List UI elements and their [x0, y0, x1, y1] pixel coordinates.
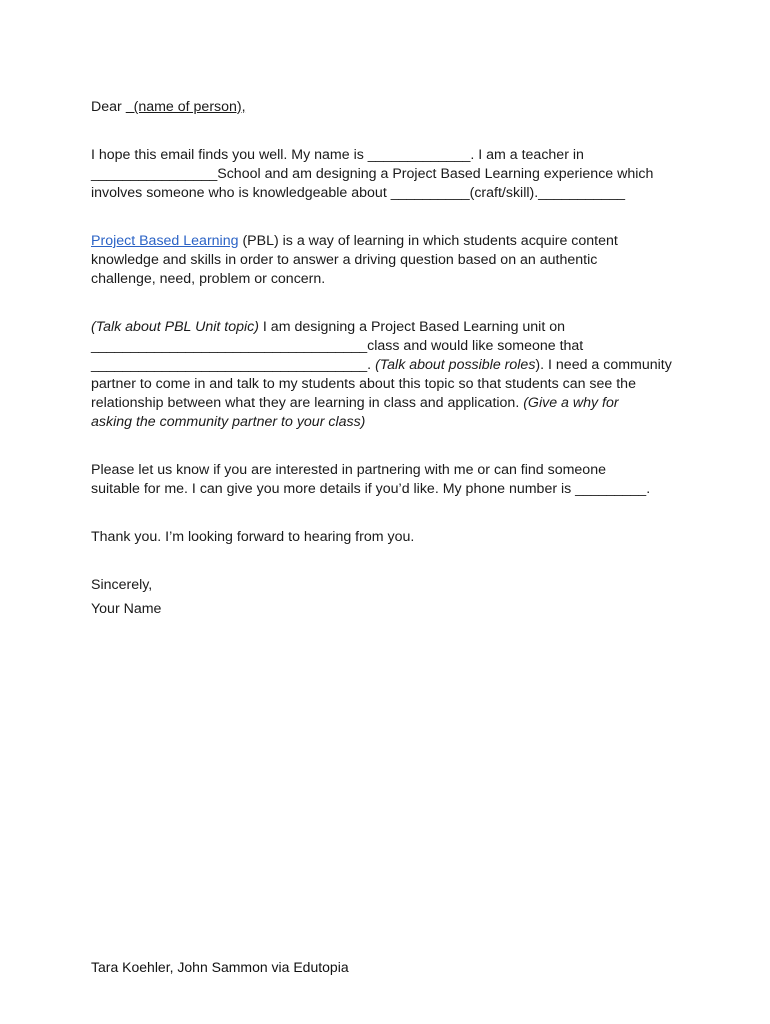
request-paragraph — [91, 461, 691, 499]
unit-line-3-blank: ___________________________________. — [91, 357, 376, 373]
salutation-name-placeholder: (name of person), — [125, 99, 246, 115]
closing — [91, 576, 691, 619]
intro-line-3: involves someone who is knowledgeable about __________(craft/skill).___________ — [91, 185, 625, 201]
closing-name: Your Name — [91, 601, 162, 617]
unit-line-5-start: relationship between what they are learning in class and application. — [91, 395, 524, 411]
salutation-dear: Dear — [91, 99, 122, 115]
closing-sincerely: Sincerely, — [91, 577, 153, 593]
intro-line-1: I hope this email finds you well. My name is _____________. I am a teacher in — [91, 147, 584, 163]
unit-line-3-rest: ). I need a community — [535, 357, 672, 373]
unit-topic-prompt: (Talk about PBL Unit topic) — [91, 319, 259, 335]
intro-paragraph — [91, 146, 691, 203]
pbl-link[interactable]: Project Based Learning — [91, 233, 239, 249]
unit-line-1-rest: I am designing a Project Based Learning unit on — [258, 319, 565, 335]
unit-line-2: ___________________________________class and would like someone that — [91, 338, 584, 354]
pbl-line-1-rest: (PBL) is a way of learning in which students acquire content — [238, 233, 618, 249]
letter-body — [91, 98, 691, 619]
unit-paragraph — [91, 318, 691, 432]
footer-credit: Tara Koehler, John Sammon via Edutopia — [91, 959, 349, 975]
roles-prompt: (Talk about possible roles — [375, 357, 536, 373]
request-line-1: Please let us know if you are interested in partnering with me or can find someone — [91, 462, 606, 478]
intro-line-2: ________________School and am designing a Project Based Learning experience which — [91, 166, 654, 182]
pbl-line-2: knowledge and skills in order to answer a driving question based on an authentic — [91, 252, 598, 268]
why-prompt-end: asking the community partner to your class) — [91, 414, 366, 430]
thanks-paragraph — [91, 528, 691, 547]
request-line-2: suitable for me. I can give you more details if you’d like. My phone number is _________. — [91, 481, 651, 497]
why-prompt-start: (Give a why for — [523, 395, 619, 411]
unit-line-4: partner to come in and talk to my students about this topic so that students can see the — [91, 376, 636, 392]
salutation — [91, 98, 691, 117]
pbl-line-3: challenge, need, problem or concern. — [91, 271, 326, 287]
pbl-definition-paragraph — [91, 232, 691, 289]
thanks-line: Thank you. I’m looking forward to hearing from you. — [91, 529, 415, 545]
